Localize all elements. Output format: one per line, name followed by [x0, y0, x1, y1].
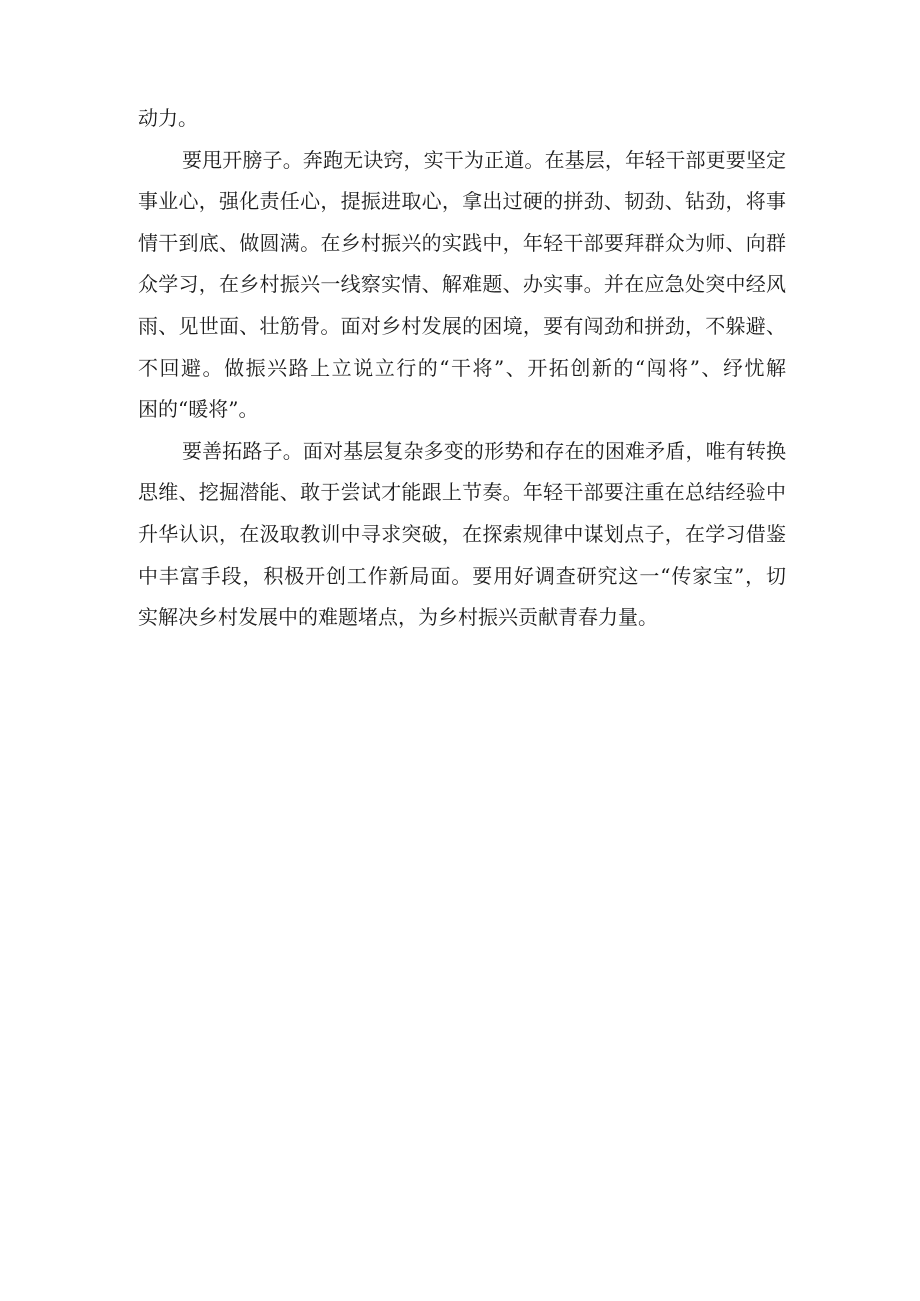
- paragraph-shan-tuo-lu-zi: [138, 431, 786, 639]
- text-line: 雨、见世面、壮筋骨。面对乡村发展的困境，要有闯劲和拼劲，不躲避、: [138, 313, 786, 338]
- paragraph-shuai-kai-bang-zi: [138, 140, 786, 431]
- text-line: 情干到底、做圆满。在乡村振兴的实践中，年轻干部要拜群众为师、向群: [138, 230, 786, 255]
- text-line: 升华认识，在汲取教训中寻求突破，在探索规律中谋划点子，在学习借鉴: [138, 521, 786, 546]
- text-line: 要甩开膀子。奔跑无诀窍，实干为正道。在基层，年轻干部更要坚定: [182, 147, 786, 172]
- text-line: 众学习，在乡村振兴一线察实情、解难题、办实事。并在应急处突中经风: [138, 272, 786, 297]
- text-line: 思维、挖掘潜能、敢于尝试才能跟上节奏。年轻干部要注重在总结经验中: [138, 480, 786, 505]
- paragraph-continuation: [138, 98, 786, 140]
- text-line: 不回避。做振兴路上立说立行的“干将”、开拓创新的“闯将”、纾忧解: [138, 355, 786, 380]
- text-line: 实解决乡村发展中的难题堵点，为乡村振兴贡献青春力量。: [138, 605, 658, 630]
- text-line: 困的“暖将”。: [138, 397, 259, 422]
- document-body: [138, 98, 786, 639]
- text-line: 动力。: [138, 106, 198, 130]
- text-line: 事业心，强化责任心，提振进取心，拿出过硬的拼劲、韧劲、钻劲，将事: [138, 189, 786, 214]
- text-line: 中丰富手段，积极开创工作新局面。要用好调查研究这一“传家宝”，切: [138, 563, 786, 588]
- text-line: 要善拓路子。面对基层复杂多变的形势和存在的困难矛盾，唯有转换: [182, 438, 786, 463]
